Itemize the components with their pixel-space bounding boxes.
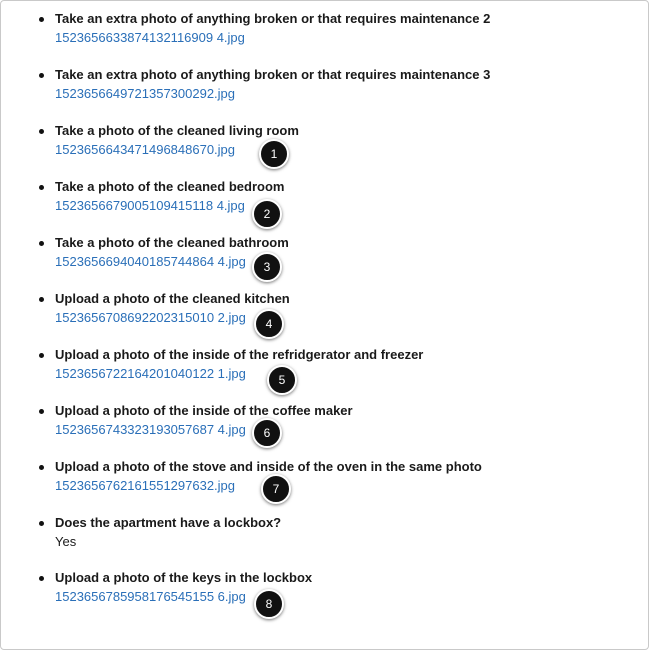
bullet: [39, 17, 44, 22]
callout-marker: 6: [252, 418, 282, 448]
bullet: [39, 129, 44, 134]
bullet: [39, 409, 44, 414]
question-label: Upload a photo of the stove and inside of the oven in the same photo: [55, 459, 482, 474]
callout-marker: 3: [252, 252, 282, 282]
photo-link[interactable]: 1523656708692202315010 2.jpg: [55, 310, 246, 325]
callout-marker: 2: [252, 199, 282, 229]
callout-marker: 5: [267, 365, 297, 395]
bullet: [39, 297, 44, 302]
photo-link[interactable]: 1523656694040185744864 4.jpg: [55, 254, 246, 269]
bullet: [39, 521, 44, 526]
bullet: [39, 185, 44, 190]
question-label: Take a photo of the cleaned living room: [55, 123, 299, 138]
bullet: [39, 241, 44, 246]
photo-link[interactable]: 1523656643471496848670.jpg: [55, 142, 236, 157]
question-label: Take a photo of the cleaned bedroom: [55, 179, 285, 194]
callout-marker: 7: [261, 474, 291, 504]
photo-link[interactable]: 1523656722164201040122 1.jpg: [55, 366, 246, 381]
bullet: [39, 73, 44, 78]
callout-marker: 1: [259, 139, 289, 169]
photo-link[interactable]: 1523656785958176545155 6.jpg: [55, 589, 246, 604]
bullet: [39, 576, 44, 581]
question-label: Take an extra photo of anything broken or that requires maintenance 2: [55, 11, 491, 26]
bullet: [39, 465, 44, 470]
callout-marker: 8: [254, 589, 284, 619]
bullet: [39, 353, 44, 358]
question-label: Take an extra photo of anything broken or that requires maintenance 3: [55, 67, 491, 82]
photo-link[interactable]: 1523656679005109415118 4.jpg: [55, 198, 245, 213]
question-label: Upload a photo of the keys in the lockbox: [55, 570, 313, 585]
photo-link[interactable]: 1523656649721357300292.jpg: [55, 86, 236, 101]
photo-link[interactable]: 1523656762161551297632.jpg: [55, 478, 236, 493]
photo-link[interactable]: 1523656743323193057687 4.jpg: [55, 422, 246, 437]
question-label: Upload a photo of the inside of the coffee maker: [55, 403, 353, 418]
photo-link[interactable]: 1523656633874132116909 4.jpg: [55, 30, 245, 45]
answer-text: Yes: [55, 534, 77, 549]
question-label: Take a photo of the cleaned bathroom: [55, 235, 289, 250]
question-label: Upload a photo of the inside of the refridgerator and freezer: [55, 347, 424, 362]
question-label: Upload a photo of the cleaned kitchen: [55, 291, 290, 306]
callout-marker: 4: [254, 309, 284, 339]
question-label: Does the apartment have a lockbox?: [55, 515, 282, 530]
